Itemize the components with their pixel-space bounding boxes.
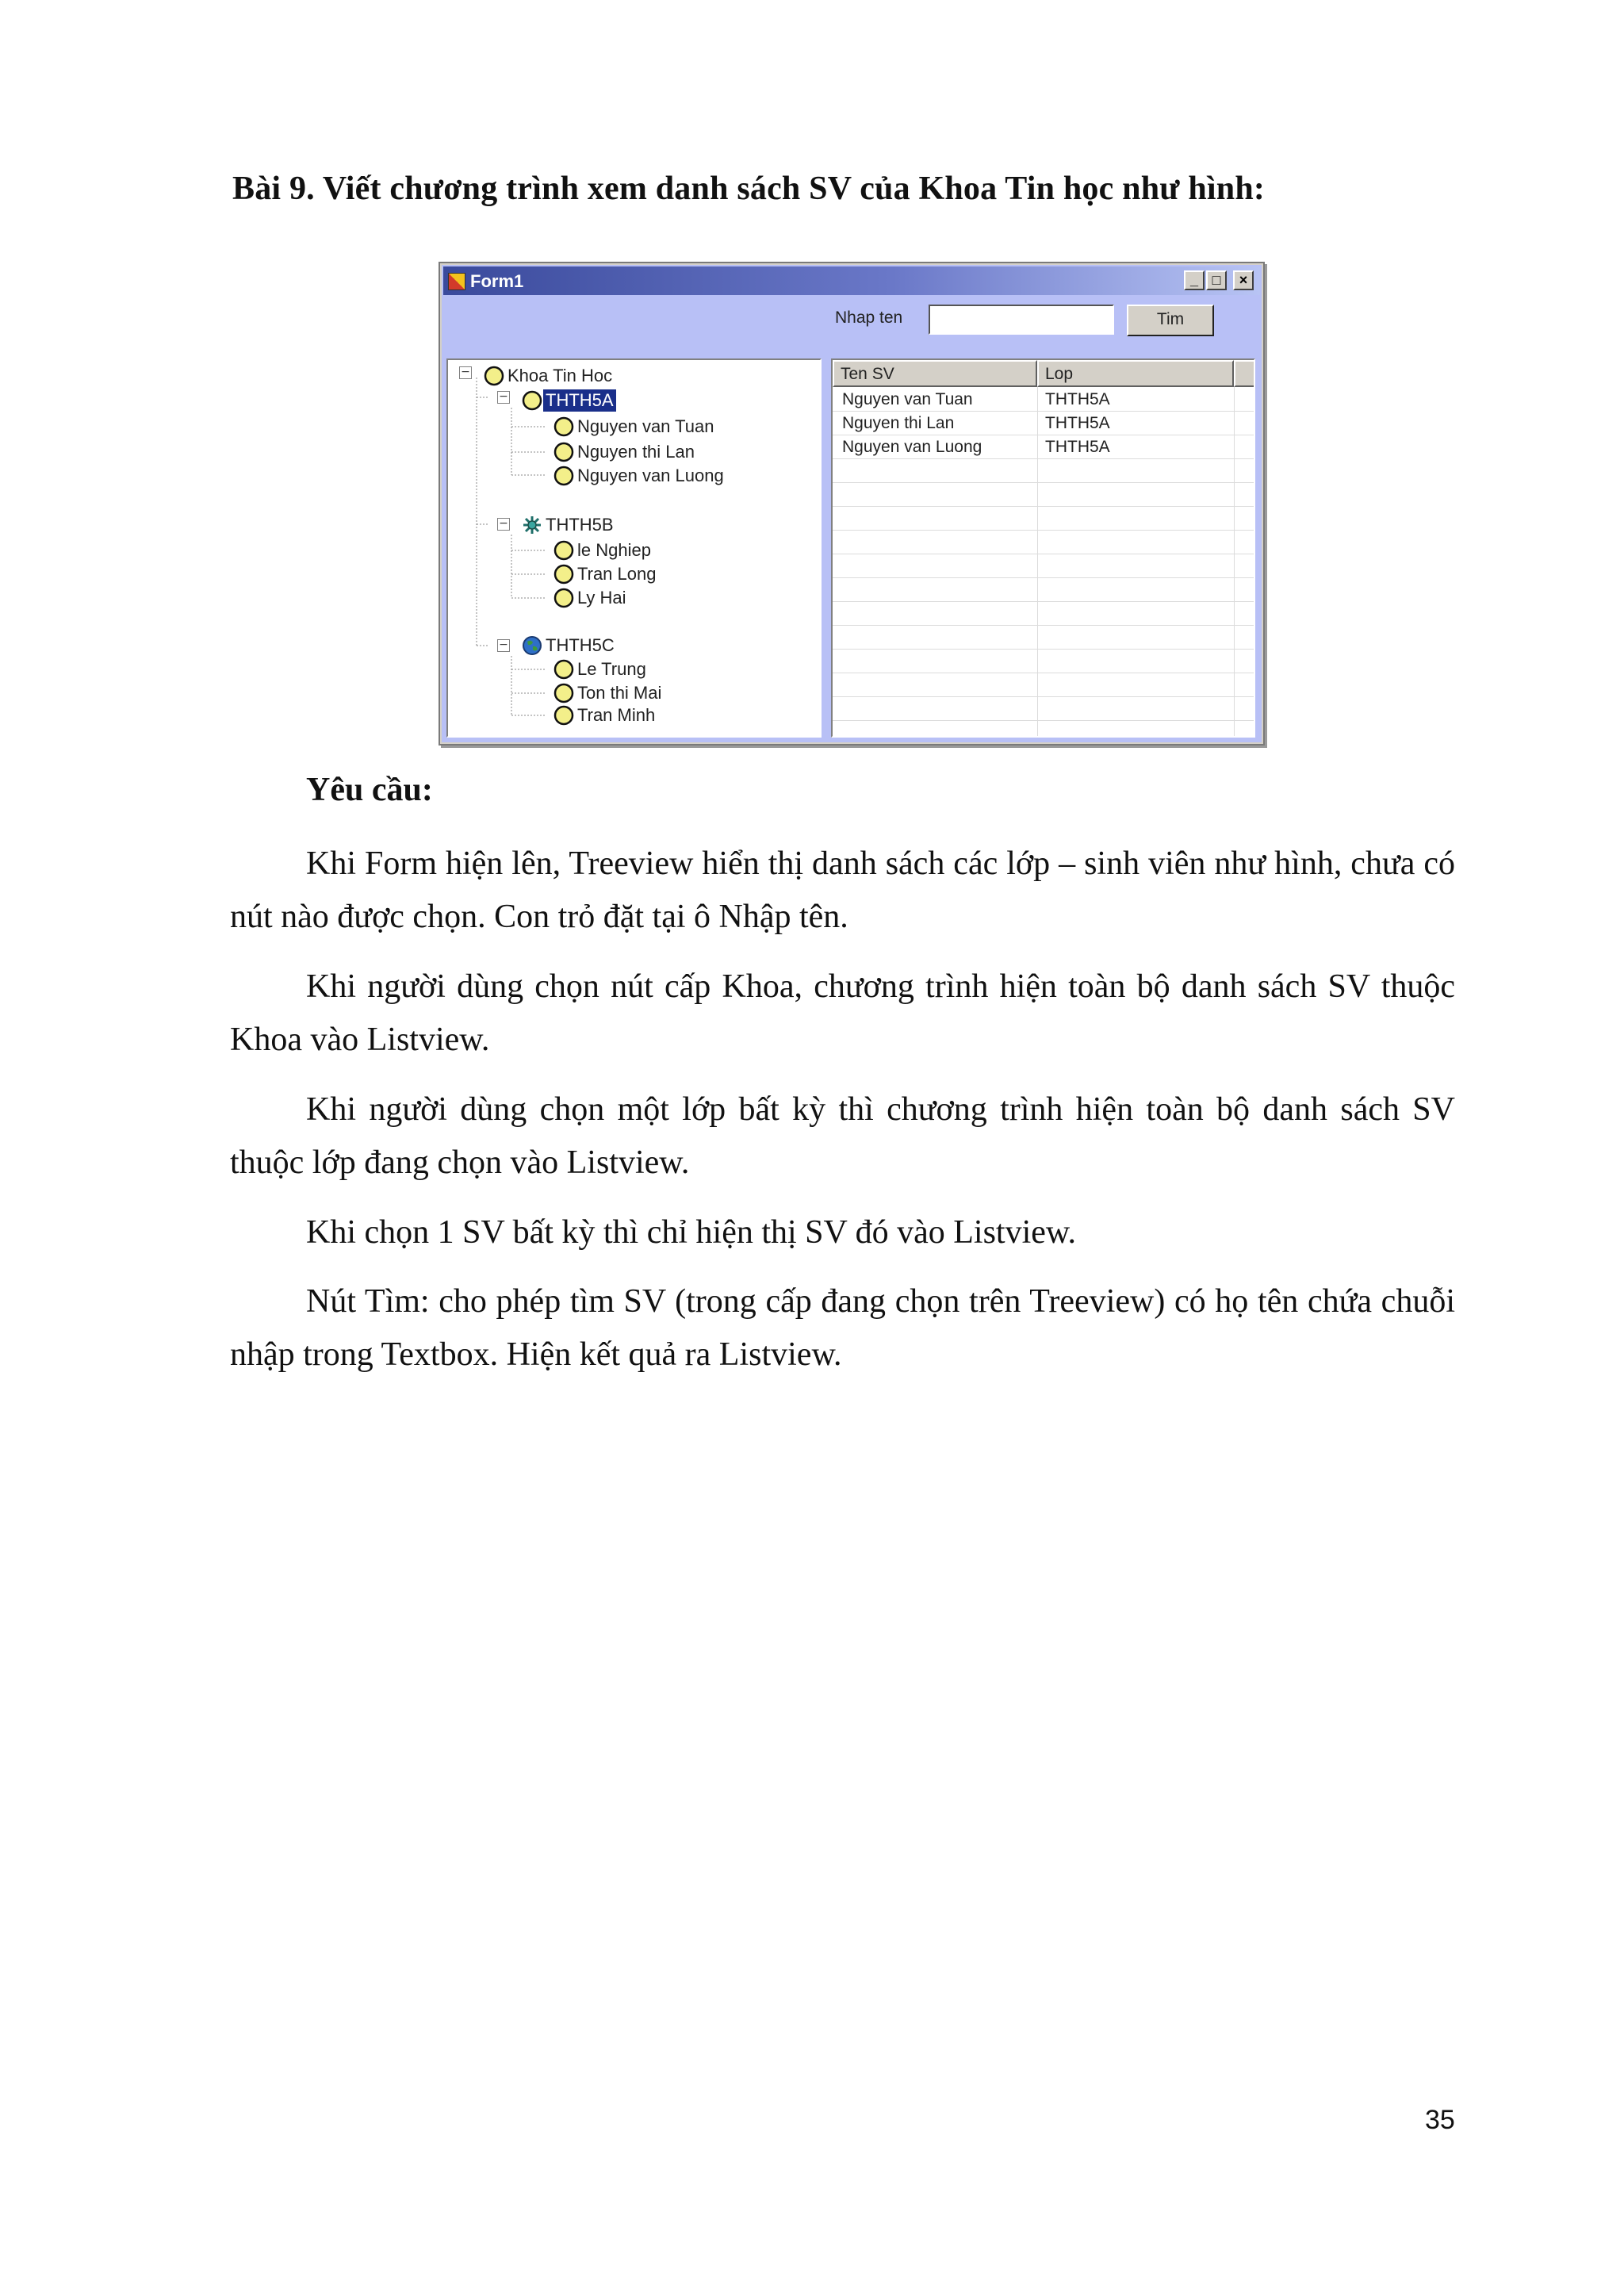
tree-node-class[interactable] — [521, 388, 616, 413]
page-number: 35 — [1425, 2105, 1455, 2135]
tree-node-label: Nguyen van Tuan — [577, 416, 714, 436]
grid-line — [833, 482, 1254, 483]
maximize-button[interactable]: □ — [1206, 270, 1227, 290]
grid-line — [833, 506, 1254, 507]
tree-node-student[interactable] — [553, 657, 649, 682]
yellow-circle-icon — [553, 465, 575, 487]
yellow-circle-icon — [553, 563, 575, 585]
requirements-heading: Yêu cầu: — [306, 772, 433, 808]
column-header-lop[interactable]: Lop — [1037, 360, 1234, 387]
search-button[interactable]: Tim — [1127, 305, 1214, 336]
tree-node-student[interactable] — [553, 463, 726, 489]
requirement-paragraph: Khi người dùng chọn nút cấp Khoa, chương trình hiện toàn bộ danh sách SV thuộc Khoa vào Listview. — [230, 968, 1455, 1058]
close-button[interactable]: × — [1233, 270, 1254, 290]
column-header-ten-sv[interactable]: Ten SV — [833, 360, 1037, 387]
yellow-circle-icon — [483, 365, 505, 387]
listview-row[interactable] — [833, 436, 1254, 460]
yellow-circle-icon — [553, 658, 575, 680]
cell-lop: THTH5A — [1045, 438, 1110, 456]
requirement-paragraph: Nút Tìm: cho phép tìm SV (trong cấp đang chọn trên Treeview) có họ tên chứa chuỗi nhập trong Textbox. Hiện kết quả ra Listview. — [230, 1283, 1455, 1373]
form-window — [439, 262, 1265, 746]
requirement-paragraph: Khi người dùng chọn một lớp bất kỳ thì chương trình hiện toàn bộ danh sách SV thuộc lớp đang chọn vào Listview. — [230, 1091, 1455, 1181]
expander-thth5b[interactable]: − — [497, 518, 510, 531]
grid-line — [833, 696, 1254, 697]
network-icon — [521, 514, 543, 536]
tree-node-label: Tran Minh — [577, 705, 656, 725]
tree-node-student[interactable] — [553, 414, 716, 439]
tree-node-student[interactable] — [553, 703, 657, 728]
grid-line — [833, 720, 1254, 721]
expander-root[interactable]: − — [459, 366, 472, 379]
tree-node-root[interactable] — [483, 363, 615, 389]
expander-thth5c[interactable]: − — [497, 639, 510, 652]
tree-node-label: Le Trung — [577, 659, 646, 679]
yellow-circle-icon — [521, 389, 543, 412]
title-bar[interactable] — [443, 266, 1260, 295]
tree-node-student[interactable] — [553, 562, 658, 587]
exercise-heading: Bài 9. Viết chương trình xem danh sách SV của Khoa Tin học như hình: — [232, 171, 1266, 207]
treeview[interactable] — [446, 358, 822, 738]
tree-node-label: Tran Long — [577, 564, 657, 584]
grid-line — [833, 625, 1254, 626]
listview[interactable] — [831, 358, 1255, 738]
tree-node-label: THTH5A — [543, 389, 616, 412]
tree-node-student[interactable] — [553, 538, 653, 563]
search-label: Nhap ten — [835, 309, 903, 327]
requirement-paragraph: Khi Form hiện lên, Treeview hiển thị danh sách các lớp – sinh viên như hình, chưa có nút nào được chọn. Con trỏ đặt tại ô Nhập tên. — [230, 845, 1455, 935]
expander-thth5a[interactable]: − — [497, 391, 510, 404]
grid-line — [833, 601, 1254, 602]
tree-node-label: le Nghiep — [577, 540, 651, 560]
column-header-filler — [1234, 360, 1255, 387]
requirement-paragraph: Khi chọn 1 SV bất kỳ thì chỉ hiện thị SV đó vào Listview. — [306, 1214, 1077, 1251]
window-title: Form1 — [470, 271, 524, 291]
tree-node-label: THTH5C — [546, 635, 615, 655]
yellow-circle-icon — [553, 704, 575, 726]
minimize-button[interactable]: _ — [1184, 270, 1205, 290]
cell-lop: THTH5A — [1045, 414, 1110, 432]
tree-node-label: Ly Hai — [577, 588, 626, 608]
tree-node-label: Khoa Tin Hoc — [508, 366, 613, 385]
search-input[interactable] — [929, 305, 1114, 335]
grid-line — [833, 649, 1254, 650]
grid-line — [833, 530, 1254, 531]
yellow-circle-icon — [553, 682, 575, 704]
grid-line — [833, 577, 1254, 578]
cell-lop: THTH5A — [1045, 390, 1110, 408]
tree-node-label: Nguyen thi Lan — [577, 442, 695, 462]
splitter-handle[interactable] — [823, 358, 829, 738]
tree-node-label: THTH5B — [546, 515, 614, 535]
yellow-circle-icon — [553, 587, 575, 609]
listview-row[interactable] — [833, 389, 1254, 412]
tree-node-class[interactable] — [521, 633, 617, 658]
listview-row[interactable] — [833, 412, 1254, 436]
cell-ten-sv: Nguyen thi Lan — [842, 414, 955, 432]
yellow-circle-icon — [553, 416, 575, 438]
app-icon — [448, 273, 465, 290]
tree-node-student[interactable] — [553, 439, 697, 465]
listview-header — [833, 360, 1254, 387]
tree-node-label: Nguyen van Luong — [577, 466, 724, 485]
cell-ten-sv: Nguyen van Tuan — [842, 390, 973, 408]
cell-ten-sv: Nguyen van Luong — [842, 438, 982, 456]
tree-node-student[interactable] — [553, 585, 629, 611]
yellow-circle-icon — [553, 441, 575, 463]
yellow-circle-icon — [553, 539, 575, 562]
tree-node-label: Ton thi Mai — [577, 683, 662, 703]
tree-node-class[interactable] — [521, 512, 616, 538]
globe-icon — [521, 634, 543, 657]
